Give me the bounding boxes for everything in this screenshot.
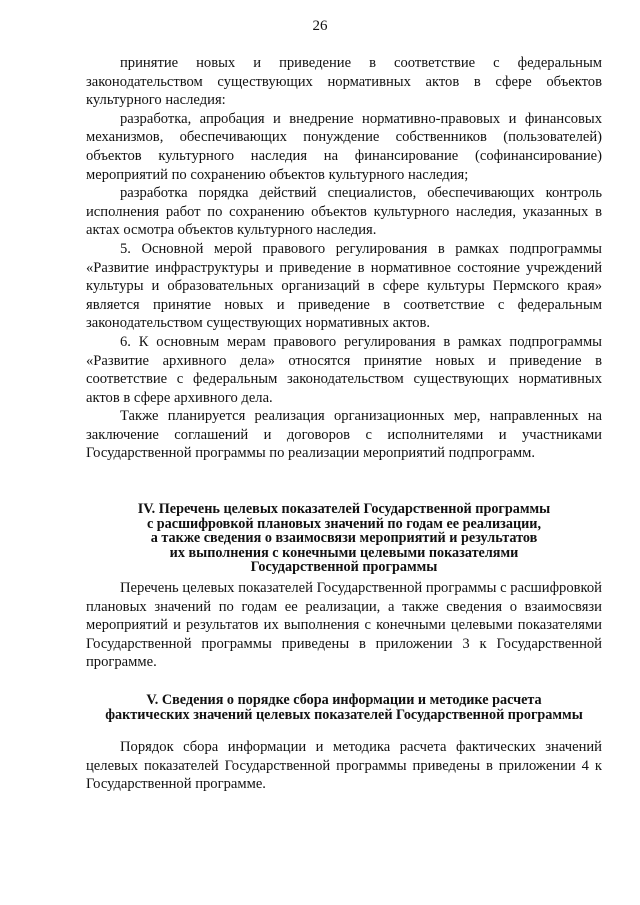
paragraph: разработка порядка действий специалистов, обеспечивающих контроль исполнения работ по сохранению объектов культурного наследия, указанных в актах осмотра объектов культурного наследия. xyxy=(86,185,602,239)
heading-line: V. Сведения о порядке сбора информации и методике расчета xyxy=(146,692,542,708)
text-block-1 xyxy=(86,54,602,463)
section-5-heading xyxy=(86,693,602,722)
heading-line: с расшифровкой плановых значений по годам ее реализации, xyxy=(146,515,542,532)
page-number: 26 xyxy=(312,18,328,34)
paragraph: разработка, апробация и внедрение нормативно-правовых и финансовых механизмов, обеспечивающих понуждение собственников (пользователей) объектов культурного наследия на финансирование (софинансирование) мероприятий по сохранению объектов культурного наследия; xyxy=(86,110,602,183)
paragraph: Порядок сбора информации и методика расчета фактических значений целевых показателей Государственной программы приведены в приложении 4 к Государственной программе. xyxy=(86,739,602,793)
paragraph: Перечень целевых показателей Государственной программы с расшифровкой плановых значений по годам ее реализации, а также сведения о взаимосвязи мероприятий и результатов их выполнения с конечными целевыми показателями Государственной программы приведены в приложении 3 к Государственной программе. xyxy=(86,580,602,671)
section-4-heading xyxy=(86,502,602,575)
paragraph: Также планируется реализация организационных мер, направленных на заключение соглашений и договоров с исполнителями и участниками Государственной программы по реализации мероприятий подпрограмм. xyxy=(86,408,602,462)
section-5-text xyxy=(86,738,602,794)
paragraph: принятие новых и приведение в соответствие с федеральным законодательством существующих нормативных актов в сфере объектов культурного наследия: xyxy=(86,55,602,109)
heading-line: IV. Перечень целевых показателей Государственной программы xyxy=(137,501,551,517)
section-4-text xyxy=(86,579,602,672)
heading-line: Государственной программы xyxy=(250,559,438,576)
heading-line: фактических значений целевых показателей Государственной программы xyxy=(105,706,583,723)
heading-line: а также сведения о взаимосвязи мероприятий и результатов xyxy=(150,530,538,547)
heading-line: их выполнения с конечными целевыми показателями xyxy=(169,544,519,561)
paragraph: 6. К основным мерам правового регулирования в рамках подпрограммы «Развитие архивного дела» относятся принятие новых и приведение в соответствие с федеральным законодательством существующих нормативных актов в сфере архивного дела. xyxy=(86,333,602,406)
paragraph: 5. Основной мерой правового регулирования в рамках подпрограммы «Развитие инфраструктуры и приведение в нормативное состояние учреждений культуры и образовательных организаций в сфере культуры Пермского края» является принятие новых и приведение в соответствие с федеральным законодательством существующих нормативных актов. xyxy=(86,240,602,332)
